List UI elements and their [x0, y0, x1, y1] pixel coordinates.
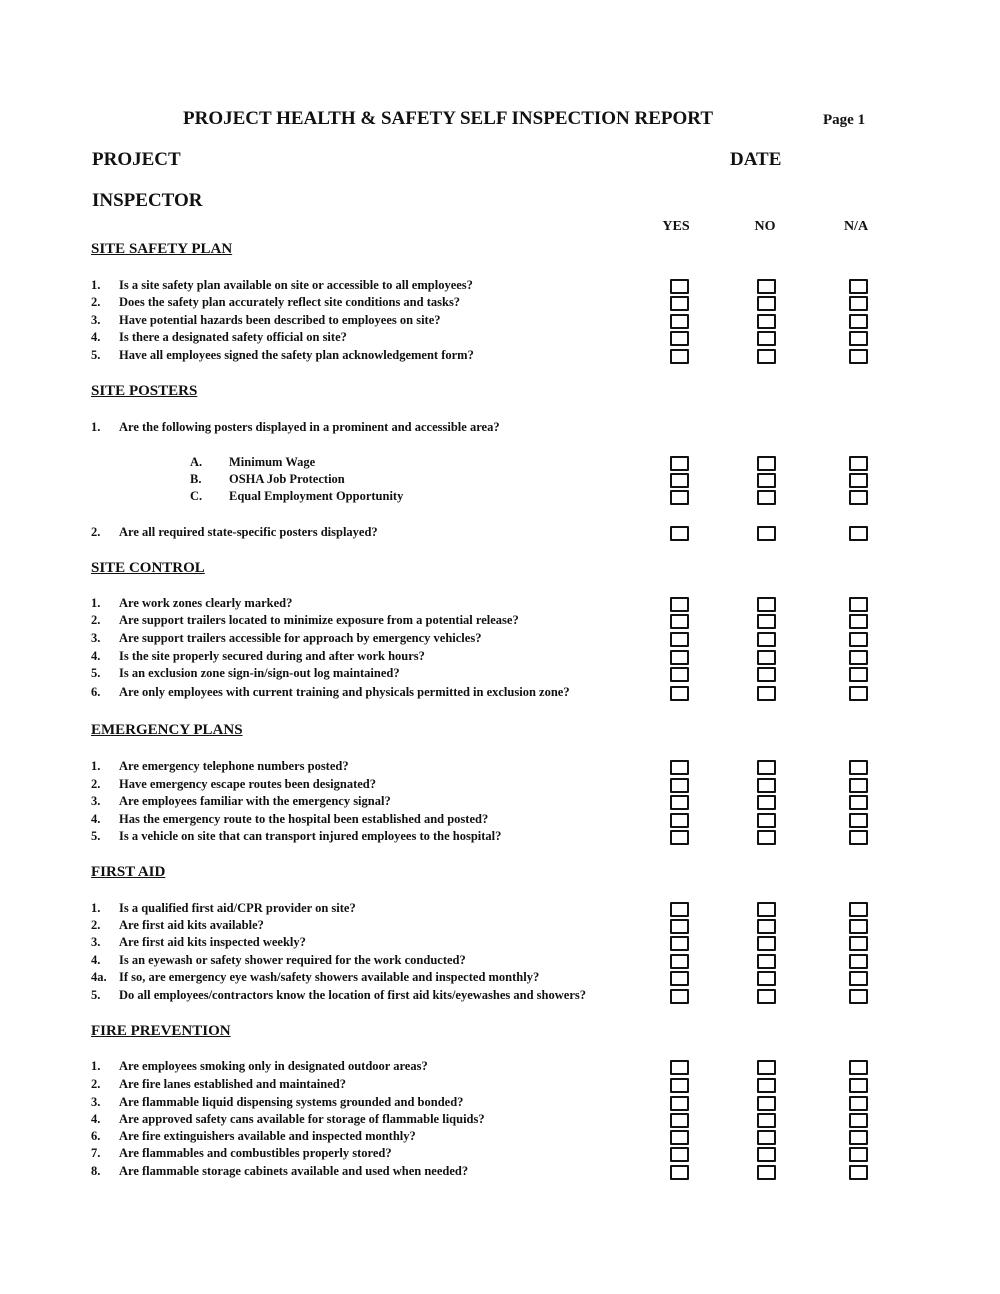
checkbox-na[interactable]: [849, 1130, 868, 1145]
checkbox-yes[interactable]: [670, 971, 689, 986]
item-question: If so, are emergency eye wash/safety showers available and inspected monthly?: [119, 970, 540, 984]
checklist-row: [0, 1111, 1000, 1128]
checklist-row: [0, 347, 1000, 364]
project-label: PROJECT: [92, 149, 181, 170]
checkbox-na[interactable]: [849, 296, 868, 311]
checklist-row: [0, 828, 1000, 845]
checkbox-no[interactable]: [757, 456, 776, 471]
checkbox-na[interactable]: [849, 667, 868, 682]
item-question: Are emergency telephone numbers posted?: [119, 759, 349, 773]
item-number: 2.: [91, 613, 101, 627]
checklist-row: [0, 811, 1000, 828]
item-number: 4.: [91, 812, 101, 826]
item-number: 3.: [91, 313, 101, 327]
item-question: Are first aid kits available?: [119, 918, 264, 932]
checklist-row: [0, 419, 1000, 436]
checkbox-no[interactable]: [757, 667, 776, 682]
checkbox-na[interactable]: [849, 331, 868, 346]
item-number: 5.: [91, 988, 101, 1002]
checkbox-na[interactable]: [849, 1096, 868, 1111]
checkbox-no[interactable]: [757, 632, 776, 647]
checkbox-yes[interactable]: [670, 614, 689, 629]
item-question: Is a site safety plan available on site or accessible to all employees?: [119, 278, 473, 292]
checkbox-yes[interactable]: [670, 1078, 689, 1093]
item-number: 6.: [91, 1129, 101, 1143]
item-question: Are approved safety cans available for storage of flammable liquids?: [119, 1112, 485, 1126]
checkbox-yes[interactable]: [670, 490, 689, 505]
item-number: 2.: [91, 295, 101, 309]
checkbox-no[interactable]: [757, 778, 776, 793]
column-yes-header: YES: [662, 219, 690, 234]
checkbox-yes[interactable]: [670, 686, 689, 701]
item-number: 6.: [91, 685, 101, 699]
checkbox-na[interactable]: [849, 936, 868, 951]
checkbox-yes[interactable]: [670, 667, 689, 682]
checkbox-na[interactable]: [849, 314, 868, 329]
checklist-row: [0, 294, 1000, 311]
checklist-row: [0, 630, 1000, 647]
checkbox-yes[interactable]: [670, 795, 689, 810]
page-number: Page 1: [823, 112, 866, 128]
checkbox-na[interactable]: [849, 1147, 868, 1162]
checkbox-yes[interactable]: [670, 1130, 689, 1145]
item-question: Are employees familiar with the emergency signal?: [119, 794, 391, 808]
checkbox-yes[interactable]: [670, 632, 689, 647]
item-number: 7.: [91, 1146, 101, 1160]
checkbox-no[interactable]: [757, 686, 776, 701]
item-number: 2.: [91, 1077, 101, 1091]
checkbox-no[interactable]: [757, 813, 776, 828]
checkbox-no[interactable]: [757, 490, 776, 505]
checkbox-yes[interactable]: [670, 830, 689, 845]
checkbox-na[interactable]: [849, 830, 868, 845]
checkbox-na[interactable]: [849, 1060, 868, 1075]
item-number: 5.: [91, 348, 101, 362]
checkbox-no[interactable]: [757, 760, 776, 775]
section-title: SITE SAFETY PLAN: [91, 241, 233, 257]
checkbox-yes[interactable]: [670, 331, 689, 346]
checkbox-na[interactable]: [849, 614, 868, 629]
checkbox-yes[interactable]: [670, 936, 689, 951]
date-label: DATE: [730, 149, 782, 170]
checkbox-na[interactable]: [849, 813, 868, 828]
checkbox-yes[interactable]: [670, 526, 689, 541]
checkbox-no[interactable]: [757, 1113, 776, 1128]
item-question: Are work zones clearly marked?: [119, 596, 293, 610]
item-question: Are fire lanes established and maintained?: [119, 1077, 346, 1091]
checklist-row: [0, 454, 1000, 471]
checkbox-no[interactable]: [757, 795, 776, 810]
item-question: Do all employees/contractors know the location of first aid kits/eyewashes and showers?: [119, 988, 586, 1002]
checklist-row: [0, 776, 1000, 793]
section-title: FIRST AID: [91, 864, 166, 880]
checkbox-no[interactable]: [757, 1060, 776, 1075]
item-number: 3.: [91, 631, 101, 645]
item-question: Is there a designated safety official on site?: [119, 330, 347, 344]
checkbox-yes[interactable]: [670, 1113, 689, 1128]
item-question: Are the following posters displayed in a prominent and accessible area?: [119, 420, 500, 434]
checkbox-no[interactable]: [757, 1078, 776, 1093]
item-number: 1.: [91, 420, 101, 434]
checkbox-yes[interactable]: [670, 1096, 689, 1111]
item-question: Are support trailers accessible for approach by emergency vehicles?: [119, 631, 482, 645]
item-question: Have emergency escape routes been designated?: [119, 777, 377, 791]
checklist-row: [0, 917, 1000, 934]
checkbox-na[interactable]: [849, 1165, 868, 1180]
item-question: Minimum Wage: [229, 455, 316, 469]
item-number: 3.: [91, 935, 101, 949]
checkbox-no[interactable]: [757, 349, 776, 364]
checkbox-na[interactable]: [849, 919, 868, 934]
item-number: 3.: [91, 1095, 101, 1109]
checkbox-yes[interactable]: [670, 1147, 689, 1162]
item-question: Is an eyewash or safety shower required for the work conducted?: [119, 953, 466, 967]
checkbox-na[interactable]: [849, 349, 868, 364]
column-na-header: N/A: [843, 219, 869, 234]
checkbox-yes[interactable]: [670, 902, 689, 917]
checklist-row: [0, 1145, 1000, 1162]
checkbox-yes[interactable]: [670, 1165, 689, 1180]
checklist-row: [0, 793, 1000, 810]
checkbox-no[interactable]: [757, 936, 776, 951]
item-question: Are support trailers located to minimize exposure from a potential release?: [119, 613, 519, 627]
checkbox-no[interactable]: [757, 597, 776, 612]
checkbox-no[interactable]: [757, 971, 776, 986]
item-question: Equal Employment Opportunity: [229, 489, 404, 503]
item-number: 4.: [91, 649, 101, 663]
checkbox-na[interactable]: [849, 632, 868, 647]
checklist-row: [0, 987, 1000, 1004]
checkbox-yes[interactable]: [670, 279, 689, 294]
item-question: Is a vehicle on site that can transport injured employees to the hospital?: [119, 829, 502, 843]
checkbox-na[interactable]: [849, 902, 868, 917]
checkbox-yes[interactable]: [670, 813, 689, 828]
checkbox-yes[interactable]: [670, 954, 689, 969]
item-number: C.: [190, 489, 203, 503]
checklist-row: [0, 471, 1000, 488]
checkbox-no[interactable]: [757, 296, 776, 311]
checklist-row: [0, 277, 1000, 294]
checkbox-na[interactable]: [849, 650, 868, 665]
item-number: 4a.: [91, 970, 107, 984]
item-question: Is a qualified first aid/CPR provider on site?: [119, 901, 356, 915]
checkbox-no[interactable]: [757, 830, 776, 845]
item-question: Are fire extinguishers available and inspected monthly?: [119, 1129, 416, 1143]
checklist-row: [0, 1058, 1000, 1075]
item-question: OSHA Job Protection: [229, 472, 345, 486]
item-number: 3.: [91, 794, 101, 808]
item-question: Is the site properly secured during and after work hours?: [119, 649, 425, 663]
checkbox-no[interactable]: [757, 902, 776, 917]
checkbox-no[interactable]: [757, 650, 776, 665]
checklist-row: [0, 934, 1000, 951]
checkbox-na[interactable]: [849, 526, 868, 541]
checkbox-na[interactable]: [849, 597, 868, 612]
item-number: 5.: [91, 666, 101, 680]
checkbox-yes[interactable]: [670, 456, 689, 471]
checklist-row: [0, 758, 1000, 775]
checkbox-yes[interactable]: [670, 989, 689, 1004]
item-number: 1.: [91, 596, 101, 610]
checkbox-no[interactable]: [757, 1165, 776, 1180]
checkbox-no[interactable]: [757, 614, 776, 629]
checklist-row: [0, 524, 1000, 541]
section-title: SITE POSTERS: [91, 383, 198, 399]
report-title: PROJECT HEALTH & SAFETY SELF INSPECTION REPORT: [183, 108, 714, 129]
checklist-row: [0, 1163, 1000, 1180]
checkbox-no[interactable]: [757, 279, 776, 294]
checkbox-yes[interactable]: [670, 778, 689, 793]
item-number: 8.: [91, 1164, 101, 1178]
checklist-row: [0, 648, 1000, 665]
section-title: FIRE PREVENTION: [91, 1023, 231, 1039]
section-title: SITE CONTROL: [91, 560, 205, 576]
item-number: 1.: [91, 901, 101, 915]
item-number: 5.: [91, 829, 101, 843]
checkbox-no[interactable]: [757, 919, 776, 934]
item-question: Have potential hazards been described to employees on site?: [119, 313, 441, 327]
item-question: Is an exclusion zone sign-in/sign-out log maintained?: [119, 666, 400, 680]
checkbox-na[interactable]: [849, 490, 868, 505]
checkbox-na[interactable]: [849, 989, 868, 1004]
item-question: Are flammable storage cabinets available and used when needed?: [119, 1164, 469, 1178]
checkbox-yes[interactable]: [670, 473, 689, 488]
checkbox-na[interactable]: [849, 795, 868, 810]
item-question: Are employees smoking only in designated outdoor areas?: [119, 1059, 428, 1073]
checkbox-yes[interactable]: [670, 597, 689, 612]
checklist-row: [0, 329, 1000, 346]
checkbox-yes[interactable]: [670, 650, 689, 665]
checklist-row: [0, 488, 1000, 505]
checkbox-yes[interactable]: [670, 760, 689, 775]
checkbox-na[interactable]: [849, 971, 868, 986]
item-question: Are flammables and combustibles properly stored?: [119, 1146, 392, 1160]
checklist-row: [0, 665, 1000, 682]
checklist-row: [0, 1094, 1000, 1111]
checkbox-yes[interactable]: [670, 296, 689, 311]
checkbox-no[interactable]: [757, 331, 776, 346]
item-question: Does the safety plan accurately reflect site conditions and tasks?: [119, 295, 461, 309]
item-number: 4.: [91, 1112, 101, 1126]
checkbox-no[interactable]: [757, 954, 776, 969]
checkbox-na[interactable]: [849, 686, 868, 701]
checkbox-yes[interactable]: [670, 349, 689, 364]
checklist-row: [0, 900, 1000, 917]
item-number: 1.: [91, 1059, 101, 1073]
checkbox-na[interactable]: [849, 760, 868, 775]
inspector-label: INSPECTOR: [92, 190, 203, 211]
item-number: A.: [190, 455, 203, 469]
checklist-row: [0, 1076, 1000, 1093]
checkbox-na[interactable]: [849, 473, 868, 488]
checkbox-na[interactable]: [849, 1113, 868, 1128]
checkbox-no[interactable]: [757, 473, 776, 488]
checklist-row: [0, 612, 1000, 629]
checkbox-na[interactable]: [849, 456, 868, 471]
item-question: Are only employees with current training and physicals permitted in exclusion zone?: [119, 685, 570, 699]
item-number: 4.: [91, 953, 101, 967]
item-number: 4.: [91, 330, 101, 344]
column-no-header: NO: [754, 219, 776, 234]
checklist-row: [0, 595, 1000, 612]
checklist-row: [0, 312, 1000, 329]
checkbox-na[interactable]: [849, 954, 868, 969]
checkbox-yes[interactable]: [670, 1060, 689, 1075]
checkbox-no[interactable]: [757, 1130, 776, 1145]
item-question: Are flammable liquid dispensing systems grounded and bonded?: [119, 1095, 464, 1109]
checkbox-yes[interactable]: [670, 314, 689, 329]
checklist-row: [0, 952, 1000, 969]
item-number: 2.: [91, 525, 101, 539]
checklist-row: [0, 969, 1000, 986]
checkbox-na[interactable]: [849, 279, 868, 294]
item-number: 2.: [91, 918, 101, 932]
item-question: Are all required state-specific posters displayed?: [119, 525, 378, 539]
checkbox-no[interactable]: [757, 1147, 776, 1162]
checkbox-yes[interactable]: [670, 919, 689, 934]
checkbox-no[interactable]: [757, 526, 776, 541]
checkbox-no[interactable]: [757, 1096, 776, 1111]
item-question: Has the emergency route to the hospital been established and posted?: [119, 812, 489, 826]
checklist-row: [0, 1128, 1000, 1145]
section-title: EMERGENCY PLANS: [91, 722, 243, 738]
item-question: Have all employees signed the safety plan acknowledgement form?: [119, 348, 474, 362]
checkbox-no[interactable]: [757, 314, 776, 329]
item-number: 2.: [91, 777, 101, 791]
checkbox-na[interactable]: [849, 778, 868, 793]
item-question: Are first aid kits inspected weekly?: [119, 935, 306, 949]
checkbox-no[interactable]: [757, 989, 776, 1004]
item-number: 1.: [91, 278, 101, 292]
item-number: 1.: [91, 759, 101, 773]
checkbox-na[interactable]: [849, 1078, 868, 1093]
checklist-row: [0, 684, 1000, 701]
item-number: B.: [190, 472, 202, 486]
